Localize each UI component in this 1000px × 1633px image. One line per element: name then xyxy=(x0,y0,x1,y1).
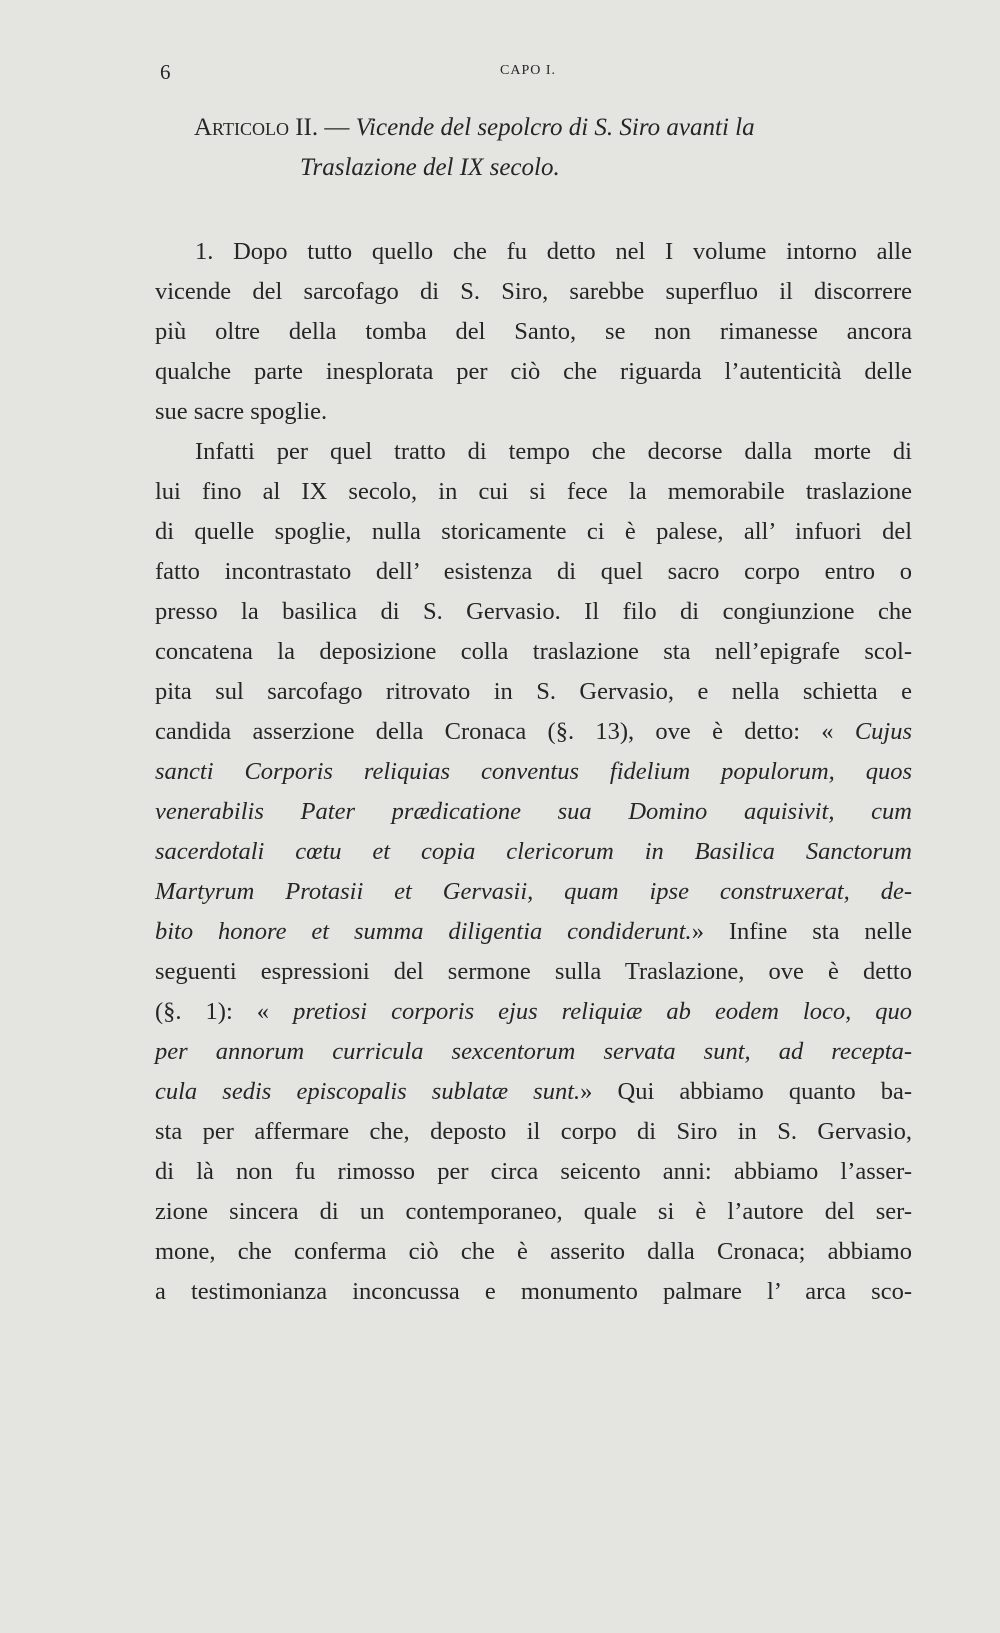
running-title: CAPO I. xyxy=(500,63,557,78)
article-label: Articolo II. xyxy=(194,114,319,141)
text-line: Infatti per quel tratto di tempo che decorse dalla morte di xyxy=(195,438,912,465)
text-line: mone, che conferma ciò che è asserito dalla Cronaca; abbiamo xyxy=(155,1238,912,1265)
article-title-part-1: Vicende del sepolcro di S. Siro avanti la xyxy=(355,114,755,141)
text-segment: » Infine sta nelle xyxy=(691,918,912,945)
page-number: 6 xyxy=(160,60,171,84)
latin-quote-segment: cula sedis episcopalis sublatæ sunt. xyxy=(155,1078,581,1105)
text-line: più oltre della tomba del Santo, se non rimanesse ancora xyxy=(155,318,912,345)
article-heading xyxy=(150,108,912,188)
latin-quote-segment: pretiosi corporis ejus reliquiæ ab eodem loco, quo xyxy=(293,998,913,1025)
text-segment: candida asserzione della Cronaca (§. 13), ove è detto: « xyxy=(155,718,834,745)
text-line: lui fino al IX secolo, in cui si fece la memorabile traslazione xyxy=(155,478,912,505)
text-line: presso la basilica di S. Gervasio. Il filo di congiunzione che xyxy=(155,598,912,625)
heading-dash: — xyxy=(318,114,356,141)
latin-quote-segment: Cujus xyxy=(854,718,913,745)
text-line: di quelle spoglie, nulla storicamente ci è palese, all’ infuori del xyxy=(155,518,912,545)
text-line xyxy=(155,712,912,752)
latin-quote-line: venerabilis Pater prædicatione sua Domino aquisivit, cum xyxy=(155,798,912,825)
text-line: a testimonianza inconcussa e monumento palmare l’ arca sco- xyxy=(155,1278,912,1305)
article-title-part-2: Traslazione del IX secolo. xyxy=(300,154,560,181)
text-line: pita sul sarcofago ritrovato in S. Gervasio, e nella schietta e xyxy=(155,678,912,705)
running-head xyxy=(0,60,1000,90)
latin-quote-line: Martyrum Protasii et Gervasii, quam ipse construxerat, de- xyxy=(155,878,912,905)
text-line: qualche parte inesplorata per ciò che riguarda l’autenticità delle xyxy=(155,358,912,385)
text-line: zione sincera di un contemporaneo, quale si è l’autore del ser- xyxy=(155,1198,912,1225)
article-heading-line-1 xyxy=(150,108,912,148)
text-segment: (§. 1): « xyxy=(155,998,270,1025)
text-segment: » Qui abbiamo quanto ba- xyxy=(580,1078,913,1105)
text-line: vicende del sarcofago di S. Siro, sarebbe superfluo il discorrere xyxy=(155,278,912,305)
text-line: seguenti espressioni del sermone sulla Traslazione, ove è detto xyxy=(155,958,912,985)
latin-quote-line: sancti Corporis reliquias conventus fidelium populorum, quos xyxy=(155,758,912,785)
latin-quote-line: sacerdotali cœtu et copia clericorum in Basilica Sanctorum xyxy=(155,838,912,865)
text-line xyxy=(155,992,912,1032)
text-line: di là non fu rimosso per circa seicento anni: abbiamo l’asser- xyxy=(155,1158,912,1185)
text-line: sue sacre spoglie. xyxy=(155,398,328,425)
latin-quote-line: per annorum curricula sexcentorum servata sunt, ad recepta- xyxy=(155,1038,912,1065)
text-line xyxy=(155,1072,912,1112)
text-line: fatto incontrastato dell’ esistenza di quel sacro corpo entro o xyxy=(155,558,912,585)
text-line: 1. Dopo tutto quello che fu detto nel I volume intorno alle xyxy=(195,238,912,265)
text-line: sta per affermare che, deposto il corpo di Siro in S. Gervasio, xyxy=(155,1118,912,1145)
text-line: concatena la deposizione colla traslazione sta nell’epigrafe scol- xyxy=(155,638,912,665)
text-line xyxy=(155,912,912,952)
latin-quote-segment: bito honore et summa diligentia condiderunt. xyxy=(155,918,692,945)
